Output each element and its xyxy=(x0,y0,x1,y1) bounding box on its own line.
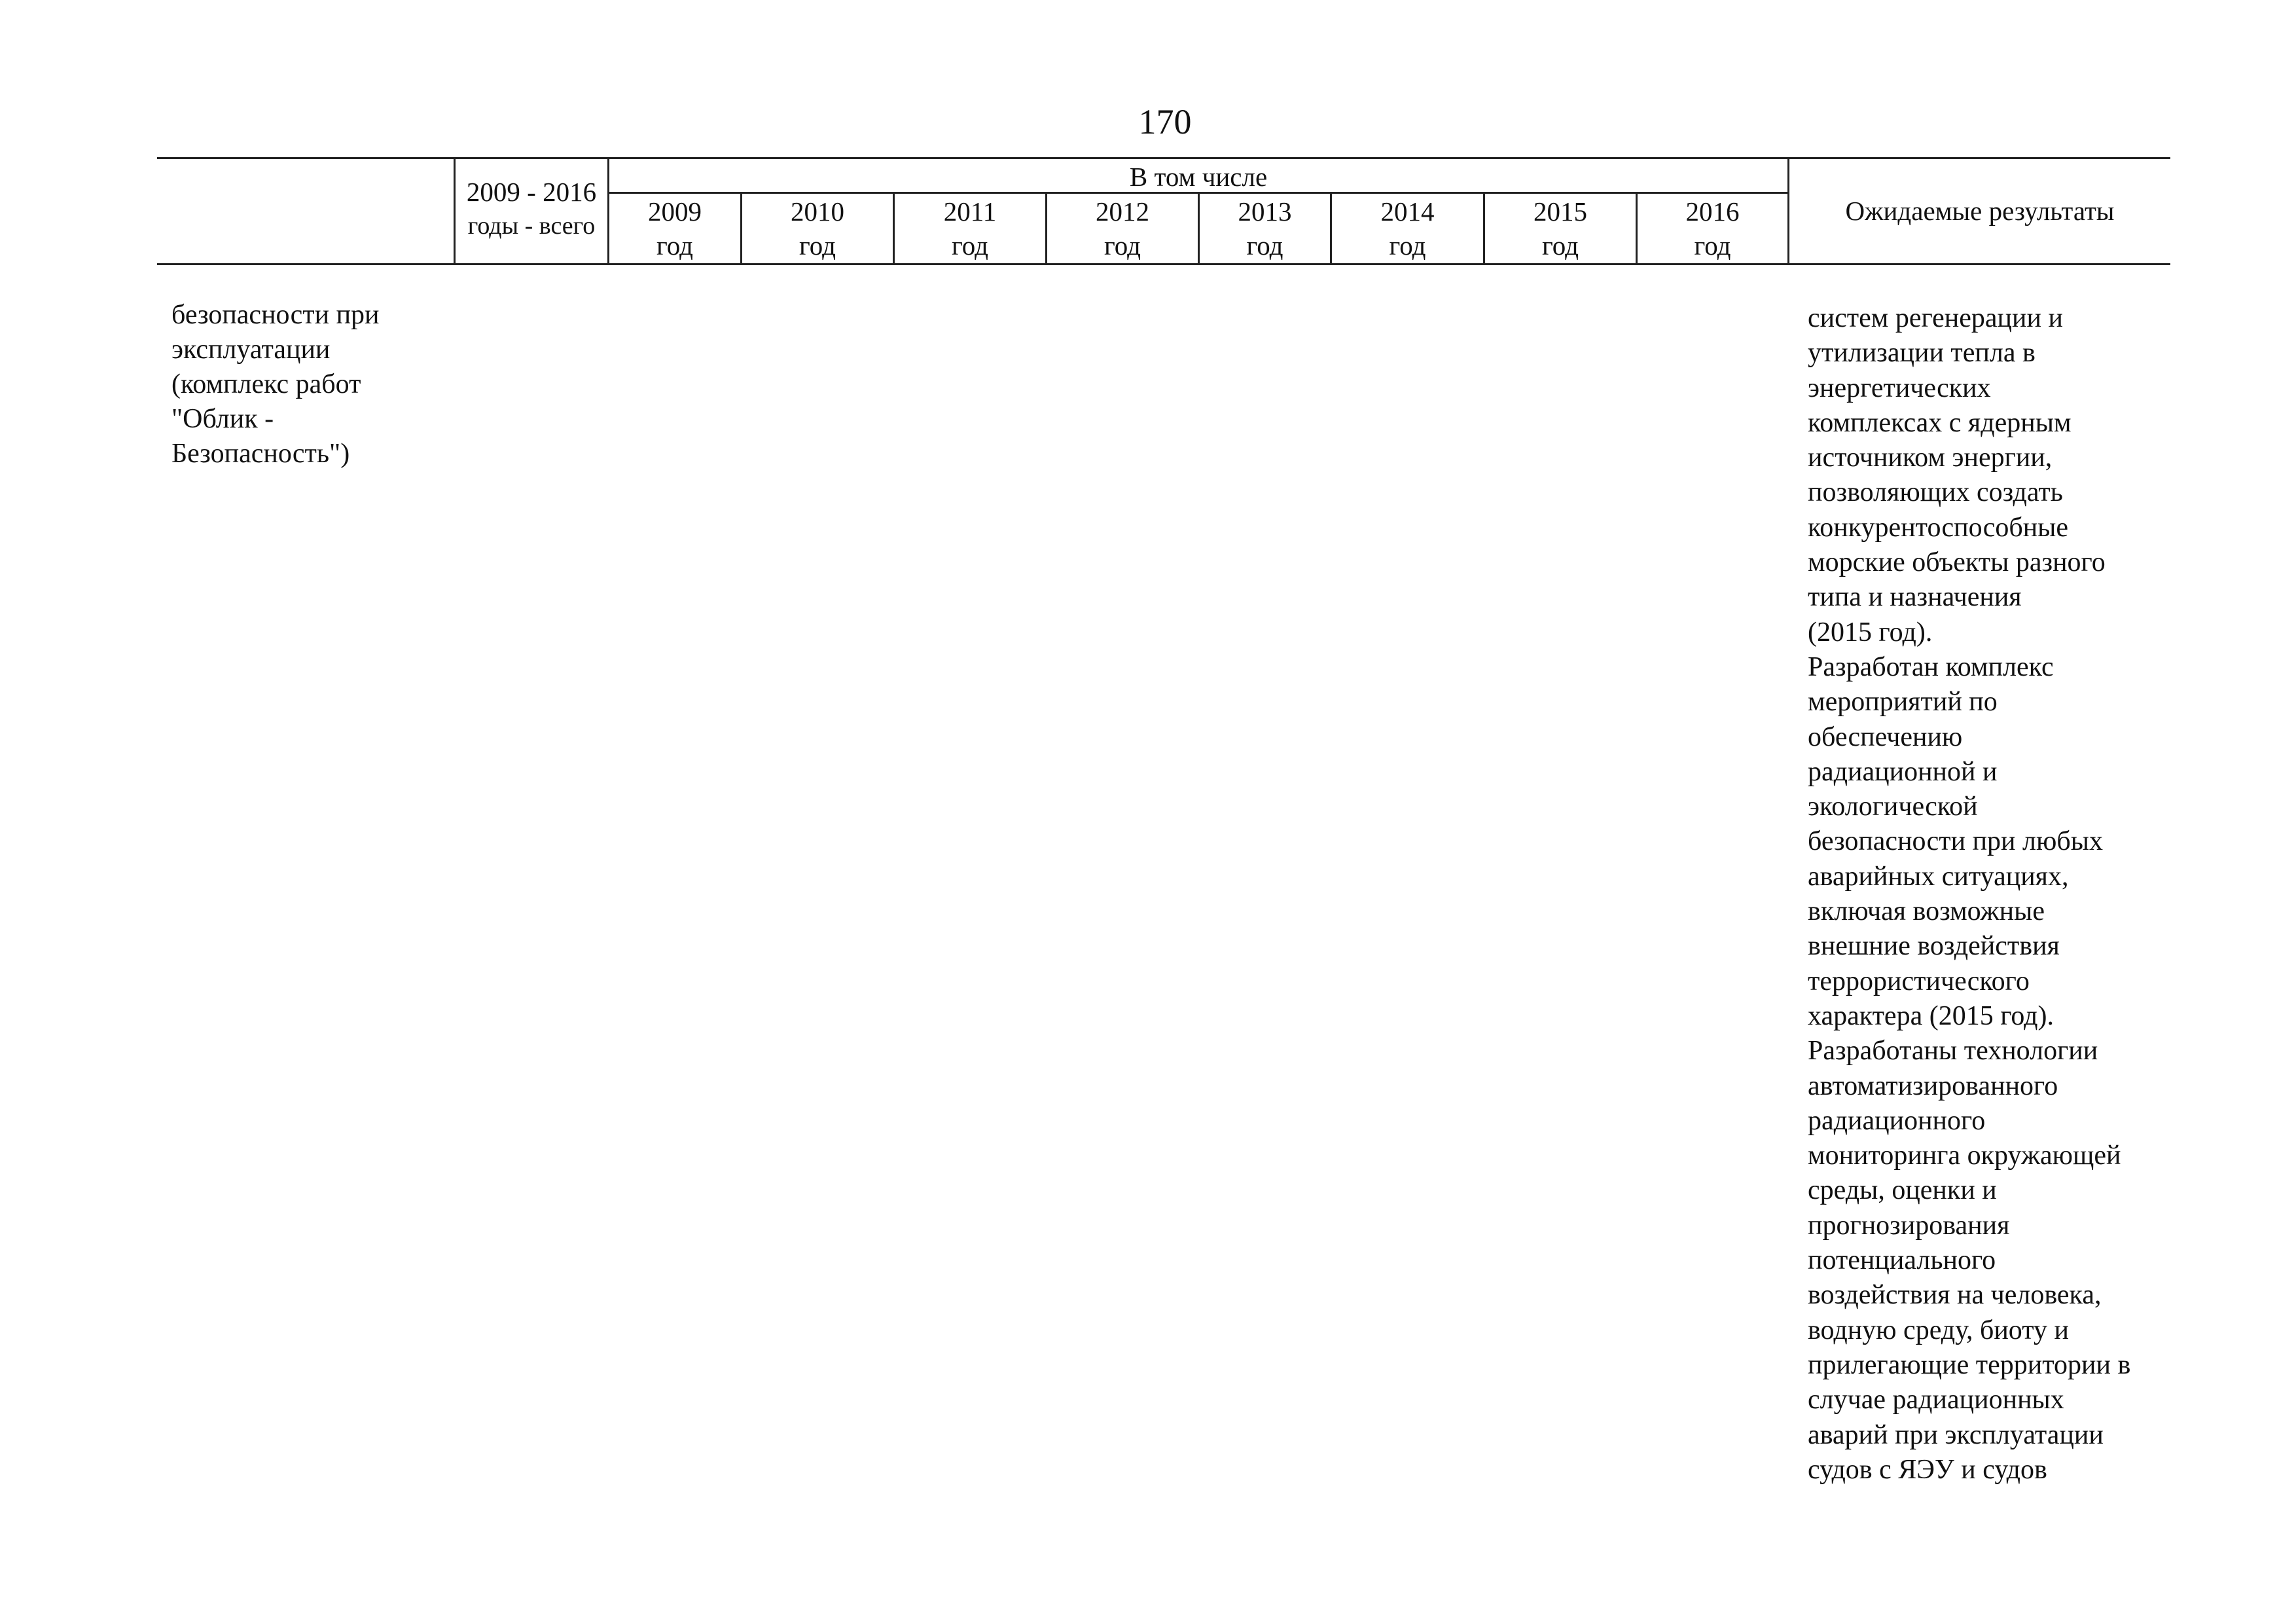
year-label: 2014 xyxy=(1380,196,1435,227)
header-top-rule xyxy=(157,157,2170,159)
total-years-label: годы - всего xyxy=(467,212,596,240)
total-years-header xyxy=(456,175,607,243)
year-col-2016 xyxy=(1638,194,1787,263)
year-unit: год xyxy=(1694,230,1731,261)
year-col-2013 xyxy=(1200,194,1330,263)
year-col-2012 xyxy=(1047,194,1198,263)
year-unit: год xyxy=(1389,230,1426,261)
year-label: 2011 xyxy=(943,196,997,227)
page-number: 170 xyxy=(1138,102,1192,141)
year-col-2010 xyxy=(742,194,893,263)
year-unit: год xyxy=(799,230,836,261)
year-col-2011 xyxy=(895,194,1045,263)
year-label: 2013 xyxy=(1238,196,1292,227)
total-years-range: 2009 - 2016 xyxy=(466,177,597,207)
including-label: В том числе xyxy=(1129,162,1268,192)
year-unit: год xyxy=(1104,230,1141,261)
year-unit: год xyxy=(952,230,988,261)
year-unit: год xyxy=(1246,230,1283,261)
year-label: 2009 xyxy=(648,196,702,227)
year-col-2009 xyxy=(609,194,740,263)
row-name-cell: безопасности при эксплуатации (комплекс работ "Облик - Безопасность") xyxy=(171,300,380,469)
row-results-cell: систем регенерации и утилизации тепла в энергетических комплексах с ядерным источником энергии, позволяющих создать конкурентоспособные морские объекты разного типа и назначения (2015 год). Разработан комплекс мероприятий по обеспечению радиационной и экологической безопасности при любых аварийных ситуациях, включая возможные внешние воздействия террористического характера (2015 год). Разработаны технологии автоматизированного радиационного мониторинга окружающей среды, оценки и прогнозирования потенциального воздействия на человека, водную среду, биоту и прилегающие территории в случае радиационных аварий при эксплуатации судов с ЯЭУ и судов xyxy=(1808,303,2131,1485)
header-bottom-rule xyxy=(157,263,2170,265)
year-label: 2010 xyxy=(791,196,844,227)
year-label: 2015 xyxy=(1534,196,1587,227)
year-unit: год xyxy=(1542,230,1579,261)
year-label: 2012 xyxy=(1096,196,1149,227)
year-col-2015 xyxy=(1485,194,1636,263)
results-header: Ожидаемые результаты xyxy=(1845,196,2115,226)
year-col-2014 xyxy=(1332,194,1483,263)
year-label: 2016 xyxy=(1685,196,1740,227)
year-unit: год xyxy=(656,230,693,261)
